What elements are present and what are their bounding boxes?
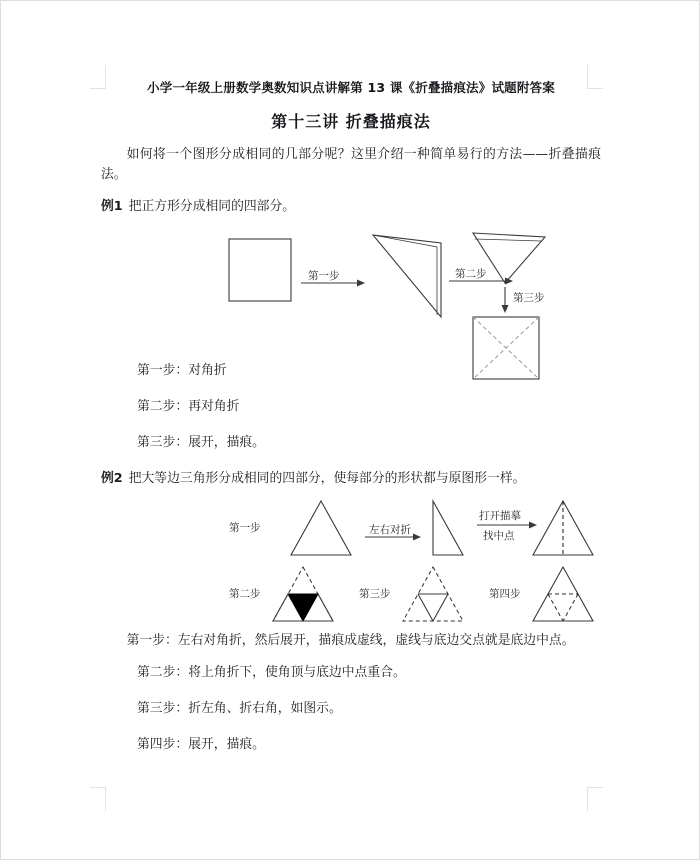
figure-folded-triangle	[373, 235, 441, 317]
figure-label-step3: 第三步	[359, 588, 391, 600]
example2-step-3: 第三步：折左角、折右角，如图示。	[137, 701, 342, 716]
figure-label-step2: 第二步	[455, 268, 487, 280]
document-content	[101, 79, 601, 771]
example2-step-4: 第四步：展开，描痕。	[137, 737, 265, 752]
crop-mark-bottom-left	[90, 787, 106, 811]
figure-triangle-corners-folded	[403, 567, 463, 621]
example1-step-2: 第二步：再对角折	[137, 399, 240, 414]
example2-label: 例2	[101, 471, 123, 486]
arrow-fold-lr-head	[413, 534, 421, 541]
example2-figure-row1	[101, 493, 601, 565]
figure-triangle-divided-four	[533, 567, 593, 621]
example1-step-3: 第三步：展开，描痕。	[137, 435, 265, 450]
arrow-step3-head	[502, 305, 509, 313]
figure-label-fold-lr: 左右对折	[369, 524, 411, 536]
example1-step-1: 第一步：对角折	[137, 363, 227, 378]
example2-prompt: 把大等边三角形分成相同的四部分，使每部分的形状都与原图形一样。	[128, 471, 526, 486]
figure-half-triangle	[433, 501, 463, 555]
page-title: 小学一年级上册数学奥数知识点讲解第 13 课《折叠描痕法》试题附答案	[147, 80, 555, 95]
figure-triangle-folded-down	[273, 567, 333, 621]
example1-label: 例1	[101, 199, 123, 214]
figure-square	[229, 239, 291, 301]
arrow-step1-head	[357, 280, 365, 287]
arrow-open-trace-head	[529, 522, 537, 529]
figure-label-step3: 第三步	[513, 292, 545, 304]
example1-prompt: 把正方形分成相同的四部分。	[128, 199, 296, 214]
figure-triangle-with-median	[533, 501, 593, 555]
lesson-title: 第十三讲 折叠描痕法	[271, 112, 431, 131]
figure-label-step1: 第一步	[229, 522, 261, 534]
figure-label-step2: 第二步	[229, 588, 261, 600]
example1-figure	[101, 221, 601, 361]
figure-label-step4: 第四步	[489, 588, 521, 600]
intro-paragraph: 如何将一个图形分成相同的几部分呢？这里介绍一种简单易行的方法——折叠描痕法。	[101, 147, 601, 182]
example2-step-1: 第一步：左右对角折，然后展开，描痕成虚线，虚线与底边交点就是底边中点。	[126, 633, 575, 648]
example2-figure-row2	[101, 565, 601, 631]
crop-mark-bottom-right	[587, 787, 603, 811]
figure-label-step1: 第一步	[308, 270, 340, 282]
example2-step-2: 第二步：将上角折下，使角顶与底边中点重合。	[137, 665, 406, 680]
figure-label-open-trace: 打开描摹	[479, 510, 521, 522]
figure-label-find-mid: 找中点	[483, 530, 515, 542]
example2-heading	[101, 469, 601, 489]
example1-heading	[101, 197, 601, 217]
figure-equilateral-triangle	[291, 501, 351, 555]
